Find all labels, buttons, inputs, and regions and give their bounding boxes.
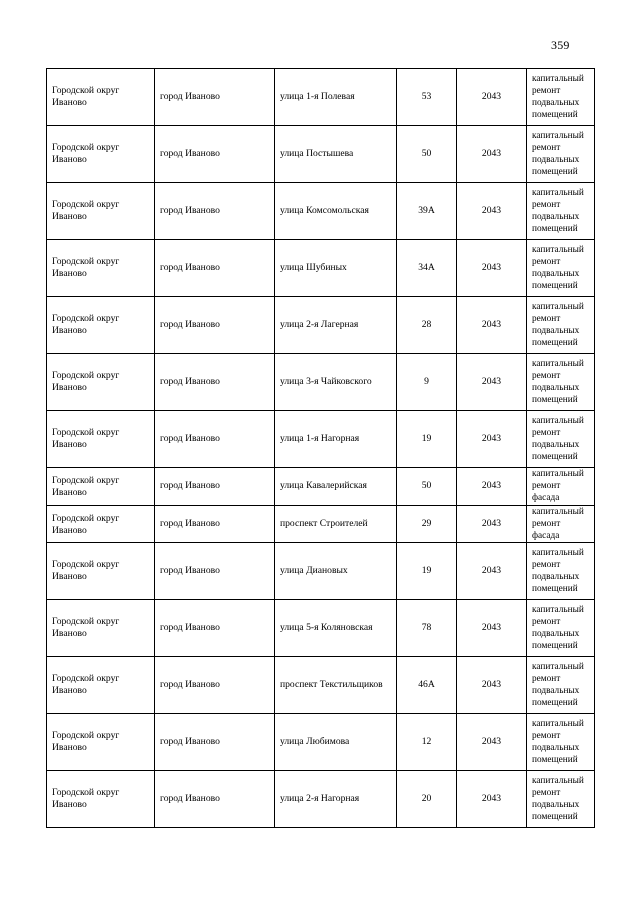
street-cell: улица Шубиных xyxy=(275,240,397,297)
city-cell: город Иваново xyxy=(155,657,275,714)
district-cell: Городской округ Иваново xyxy=(47,297,155,354)
year-cell: 2043 xyxy=(457,183,527,240)
district-cell: Городской округ Иваново xyxy=(47,771,155,828)
work-type-cell: капитальный ремонт подвальных помещений xyxy=(527,183,595,240)
year-cell: 2043 xyxy=(457,505,527,543)
district-cell: Городской округ Иваново xyxy=(47,714,155,771)
street-cell: улица Комсомольская xyxy=(275,183,397,240)
table-row xyxy=(47,543,595,600)
street-cell: улица Постышева xyxy=(275,126,397,183)
city-cell: город Иваново xyxy=(155,771,275,828)
district-cell: Городской округ Иваново xyxy=(47,69,155,126)
table-row xyxy=(47,240,595,297)
district-cell: Городской округ Иваново xyxy=(47,657,155,714)
street-cell: улица Кавалерийская xyxy=(275,468,397,506)
house-number-cell: 34А xyxy=(397,240,457,297)
work-type-cell: капитальный ремонт подвальных помещений xyxy=(527,126,595,183)
street-cell: улица 2-я Лагерная xyxy=(275,297,397,354)
house-number-cell: 46А xyxy=(397,657,457,714)
work-type-cell: капитальный ремонт подвальных помещений xyxy=(527,714,595,771)
year-cell: 2043 xyxy=(457,468,527,506)
district-cell: Городской округ Иваново xyxy=(47,183,155,240)
table-row xyxy=(47,600,595,657)
house-number-cell: 39А xyxy=(397,183,457,240)
street-cell: проспект Строителей xyxy=(275,505,397,543)
table-row xyxy=(47,714,595,771)
city-cell: город Иваново xyxy=(155,505,275,543)
table-row xyxy=(47,505,595,543)
house-number-cell: 20 xyxy=(397,771,457,828)
work-type-cell: капитальный ремонт подвальных помещений xyxy=(527,354,595,411)
house-number-cell: 78 xyxy=(397,600,457,657)
city-cell: город Иваново xyxy=(155,297,275,354)
year-cell: 2043 xyxy=(457,240,527,297)
work-type-cell: капитальный ремонт подвальных помещений xyxy=(527,297,595,354)
year-cell: 2043 xyxy=(457,354,527,411)
house-number-cell: 19 xyxy=(397,411,457,468)
work-type-cell: капитальный ремонт подвальных помещений xyxy=(527,411,595,468)
house-number-cell: 9 xyxy=(397,354,457,411)
table-row xyxy=(47,411,595,468)
table-row xyxy=(47,354,595,411)
house-number-cell: 50 xyxy=(397,126,457,183)
work-type-cell: капитальный ремонт подвальных помещений xyxy=(527,771,595,828)
year-cell: 2043 xyxy=(457,411,527,468)
street-cell: улица 2-я Нагорная xyxy=(275,771,397,828)
year-cell: 2043 xyxy=(457,714,527,771)
district-cell: Городской округ Иваново xyxy=(47,543,155,600)
year-cell: 2043 xyxy=(457,771,527,828)
district-cell: Городской округ Иваново xyxy=(47,411,155,468)
district-cell: Городской округ Иваново xyxy=(47,600,155,657)
city-cell: город Иваново xyxy=(155,354,275,411)
street-cell: улица 1-я Нагорная xyxy=(275,411,397,468)
work-type-cell: капитальный ремонт подвальных помещений xyxy=(527,69,595,126)
district-cell: Городской округ Иваново xyxy=(47,126,155,183)
city-cell: город Иваново xyxy=(155,126,275,183)
repair-schedule-table xyxy=(46,68,595,828)
year-cell: 2043 xyxy=(457,657,527,714)
city-cell: город Иваново xyxy=(155,69,275,126)
city-cell: город Иваново xyxy=(155,714,275,771)
street-cell: улица 5-я Коляновская xyxy=(275,600,397,657)
work-type-cell: капитальный ремонт фасада xyxy=(527,468,595,506)
table-row xyxy=(47,297,595,354)
district-cell: Городской округ Иваново xyxy=(47,468,155,506)
year-cell: 2043 xyxy=(457,126,527,183)
city-cell: город Иваново xyxy=(155,543,275,600)
table-row xyxy=(47,468,595,506)
table-row xyxy=(47,126,595,183)
street-cell: проспект Текстильщиков xyxy=(275,657,397,714)
year-cell: 2043 xyxy=(457,69,527,126)
district-cell: Городской округ Иваново xyxy=(47,240,155,297)
city-cell: город Иваново xyxy=(155,240,275,297)
table-row xyxy=(47,183,595,240)
street-cell: улица 3-я Чайковского xyxy=(275,354,397,411)
work-type-cell: капитальный ремонт фасада xyxy=(527,505,595,543)
table-body xyxy=(47,69,595,828)
year-cell: 2043 xyxy=(457,600,527,657)
district-cell: Городской округ Иваново xyxy=(47,505,155,543)
city-cell: город Иваново xyxy=(155,411,275,468)
house-number-cell: 29 xyxy=(397,505,457,543)
year-cell: 2043 xyxy=(457,543,527,600)
work-type-cell: капитальный ремонт подвальных помещений xyxy=(527,543,595,600)
street-cell: улица Любимова xyxy=(275,714,397,771)
city-cell: город Иваново xyxy=(155,468,275,506)
house-number-cell: 19 xyxy=(397,543,457,600)
table-row xyxy=(47,69,595,126)
work-type-cell: капитальный ремонт подвальных помещений xyxy=(527,600,595,657)
district-cell: Городской округ Иваново xyxy=(47,354,155,411)
house-number-cell: 53 xyxy=(397,69,457,126)
year-cell: 2043 xyxy=(457,297,527,354)
table-row xyxy=(47,657,595,714)
city-cell: город Иваново xyxy=(155,183,275,240)
house-number-cell: 12 xyxy=(397,714,457,771)
city-cell: город Иваново xyxy=(155,600,275,657)
work-type-cell: капитальный ремонт подвальных помещений xyxy=(527,657,595,714)
house-number-cell: 50 xyxy=(397,468,457,506)
street-cell: улица 1-я Полевая xyxy=(275,69,397,126)
street-cell: улица Диановых xyxy=(275,543,397,600)
table-row xyxy=(47,771,595,828)
house-number-cell: 28 xyxy=(397,297,457,354)
page-number: 359 xyxy=(551,38,570,52)
work-type-cell: капитальный ремонт подвальных помещений xyxy=(527,240,595,297)
